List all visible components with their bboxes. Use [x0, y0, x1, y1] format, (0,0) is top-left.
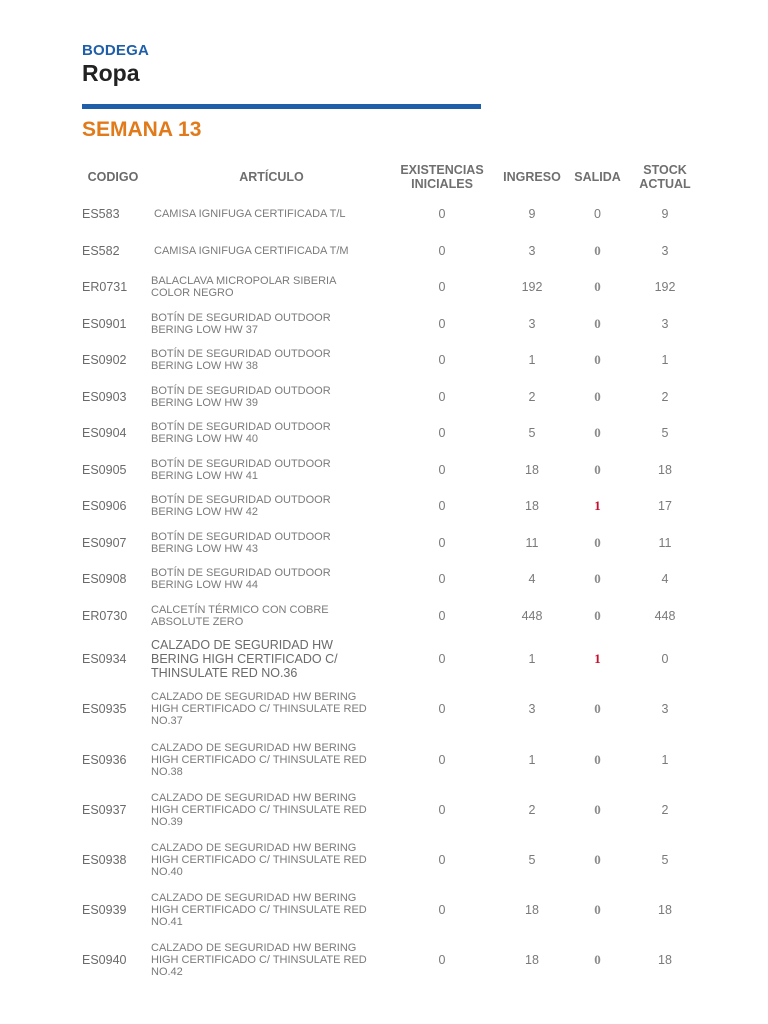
cell-salida: 0 — [594, 801, 601, 817]
cell-salida: 0 — [594, 534, 601, 550]
cell-ingreso: 448 — [521, 608, 543, 623]
cell-article-wrap — [150, 488, 392, 525]
cell-code: ES0934 — [82, 652, 127, 666]
cell-article-wrap — [150, 935, 392, 985]
cell-existencias: 0 — [438, 462, 446, 477]
cell-code: ES0907 — [82, 535, 127, 550]
col-header-code: CODIGO — [87, 170, 139, 184]
cell-salida: 0 — [594, 207, 601, 222]
cell-stock: 3 — [661, 243, 669, 258]
cell-code: ES0903 — [82, 389, 127, 404]
cell-salida: 0 — [594, 242, 601, 258]
cell-article-wrap — [150, 306, 392, 343]
table-row — [76, 379, 707, 416]
cell-salida: 0 — [594, 851, 601, 867]
cell-code: ER0731 — [82, 280, 128, 295]
table-row — [76, 342, 707, 379]
cell-existencias: 0 — [438, 608, 446, 623]
cell-stock: 4 — [661, 572, 669, 587]
table-row — [76, 415, 707, 452]
table-row — [76, 196, 707, 233]
cell-salida: 0 — [594, 901, 601, 917]
cell-salida: 1 — [594, 651, 601, 666]
cell-existencias: 0 — [438, 652, 446, 666]
cell-ingreso: 5 — [528, 852, 536, 867]
col-header-existencias — [392, 158, 492, 196]
cell-stock: 18 — [658, 902, 672, 917]
cell-article-wrap — [150, 885, 392, 935]
cell-code: ES0904 — [82, 426, 127, 441]
cell-existencias: 0 — [438, 802, 446, 817]
table-row — [76, 598, 707, 635]
cell-ingreso: 9 — [528, 207, 536, 222]
cell-code: ES0908 — [82, 572, 127, 587]
cell-stock: 18 — [658, 462, 672, 477]
cell-ingreso: 2 — [528, 802, 536, 817]
cell-existencias: 0 — [438, 702, 446, 717]
col-header-article: ARTÍCULO — [239, 170, 304, 184]
cell-stock: 9 — [661, 207, 669, 222]
col-header-existencias-line2: INICIALES — [411, 177, 473, 191]
cell-article: BOTÍN DE SEGURIDAD OUTDOOR BERING LOW HW 41 — [151, 457, 331, 482]
cell-ingreso: 3 — [528, 702, 536, 717]
table-row — [76, 935, 707, 985]
cell-stock: 3 — [661, 316, 669, 331]
cell-ingreso: 192 — [521, 280, 543, 295]
table-row — [76, 835, 707, 885]
cell-ingreso: 4 — [528, 572, 536, 587]
cell-ingreso: 3 — [528, 316, 536, 331]
cell-code: ES0937 — [82, 802, 127, 817]
cell-stock: 192 — [654, 280, 676, 295]
cell-salida: 0 — [594, 607, 601, 623]
cell-article: BOTÍN DE SEGURIDAD OUTDOOR BERING LOW HW 40 — [151, 421, 331, 446]
cell-salida: 0 — [594, 701, 601, 717]
cell-article: CAMISA IGNIFUGA CERTIFICADA T/M — [154, 244, 349, 257]
cell-article: BOTÍN DE SEGURIDAD OUTDOOR BERING LOW HW 43 — [151, 530, 331, 555]
cell-ingreso: 1 — [528, 353, 536, 368]
cell-existencias: 0 — [438, 316, 446, 331]
cell-article: BOTÍN DE SEGURIDAD OUTDOOR BERING LOW HW 38 — [151, 348, 331, 373]
cell-code: ES0940 — [82, 952, 127, 967]
cell-article: CALZADO DE SEGURIDAD HW BERING HIGH CERTIFICADO C/ THINSULATE RED NO.36 — [151, 638, 338, 680]
col-header-salida: SALIDA — [574, 170, 621, 184]
cell-salida: 0 — [594, 751, 601, 767]
cell-article: CALZADO DE SEGURIDAD HW BERING HIGH CERTIFICADO C/ THINSULATE RED NO.42 — [151, 941, 367, 978]
cell-ingreso: 18 — [525, 499, 539, 514]
cell-salida: 1 — [594, 498, 601, 514]
cell-stock: 17 — [658, 499, 672, 514]
table-row — [76, 306, 707, 343]
cell-stock: 2 — [661, 802, 669, 817]
cell-article: CALZADO DE SEGURIDAD HW BERING HIGH CERTIFICADO C/ THINSULATE RED NO.39 — [151, 791, 367, 828]
cell-article-wrap — [150, 196, 392, 233]
table-row — [76, 269, 707, 306]
cell-existencias: 0 — [438, 389, 446, 404]
cell-code: ES0936 — [82, 752, 127, 767]
table-row — [76, 561, 707, 598]
cell-article-wrap — [150, 634, 392, 684]
cell-existencias: 0 — [438, 752, 446, 767]
cell-article: CALZADO DE SEGURIDAD HW BERING HIGH CERTIFICADO C/ THINSULATE RED NO.38 — [151, 741, 367, 778]
cell-article: CALCETÍN TÉRMICO CON COBRE ABSOLUTE ZERO — [151, 603, 329, 628]
cell-article: BOTÍN DE SEGURIDAD OUTDOOR BERING LOW HW 37 — [151, 311, 331, 336]
cell-ingreso: 18 — [525, 902, 539, 917]
cell-existencias: 0 — [438, 572, 446, 587]
cell-article: BALACLAVA MICROPOLAR SIBERIA COLOR NEGRO — [151, 275, 336, 300]
col-header-stock-line1: STOCK — [643, 163, 687, 177]
cell-article: CALZADO DE SEGURIDAD HW BERING HIGH CERTIFICADO C/ THINSULATE RED NO.41 — [151, 891, 367, 928]
cell-code: ES0938 — [82, 852, 127, 867]
table-row — [76, 488, 707, 525]
cell-article: BOTÍN DE SEGURIDAD OUTDOOR BERING LOW HW 42 — [151, 494, 331, 519]
cell-salida: 0 — [594, 461, 601, 477]
cell-article: BOTÍN DE SEGURIDAD OUTDOOR BERING LOW HW 44 — [151, 567, 331, 592]
report-header — [82, 42, 149, 87]
cell-existencias: 0 — [438, 952, 446, 967]
cell-article: CALZADO DE SEGURIDAD HW BERING HIGH CERTIFICADO C/ THINSULATE RED NO.40 — [151, 841, 367, 878]
cell-stock: 1 — [661, 752, 669, 767]
cell-ingreso: 2 — [528, 389, 536, 404]
category-title: Ropa — [82, 60, 140, 86]
cell-stock: 5 — [661, 426, 669, 441]
cell-article-wrap — [150, 379, 392, 416]
cell-existencias: 0 — [438, 426, 446, 441]
cell-code: ES0939 — [82, 902, 127, 917]
table-row — [76, 684, 707, 735]
cell-salida: 0 — [594, 279, 601, 295]
cell-existencias: 0 — [438, 499, 446, 514]
col-header-stock — [623, 158, 707, 196]
cell-stock: 2 — [661, 389, 669, 404]
cell-existencias: 0 — [438, 852, 446, 867]
cell-code: ES0906 — [82, 499, 127, 514]
warehouse-label: BODEGA — [82, 42, 150, 59]
cell-salida: 0 — [594, 388, 601, 404]
cell-stock: 0 — [661, 652, 669, 666]
col-header-existencias-line1: EXISTENCIAS — [400, 163, 484, 177]
cell-article-wrap — [150, 684, 392, 735]
cell-ingreso: 1 — [528, 752, 536, 767]
cell-existencias: 0 — [438, 243, 446, 258]
cell-code: ER0730 — [82, 608, 128, 623]
cell-article-wrap — [150, 598, 392, 635]
cell-salida: 0 — [594, 571, 601, 587]
inventory-table — [76, 158, 707, 985]
table-row — [76, 735, 707, 786]
header-divider — [82, 104, 481, 109]
cell-ingreso: 18 — [525, 952, 539, 967]
cell-existencias: 0 — [438, 535, 446, 550]
cell-code: ES0905 — [82, 462, 127, 477]
cell-article: CAMISA IGNIFUGA CERTIFICADA T/L — [154, 208, 346, 221]
cell-stock: 1 — [661, 353, 669, 368]
cell-stock: 11 — [658, 535, 672, 550]
cell-stock: 448 — [654, 608, 676, 623]
cell-ingreso: 1 — [528, 652, 536, 666]
cell-article-wrap — [150, 735, 392, 786]
cell-ingreso: 5 — [528, 426, 536, 441]
col-header-stock-line2: ACTUAL — [639, 177, 691, 191]
cell-code: ES0901 — [82, 316, 127, 331]
cell-article-wrap — [150, 785, 392, 835]
week-heading: SEMANA 13 — [82, 118, 202, 141]
cell-ingreso: 18 — [525, 462, 539, 477]
table-row — [76, 525, 707, 562]
cell-article-wrap — [150, 233, 392, 270]
cell-article: BOTÍN DE SEGURIDAD OUTDOOR BERING LOW HW 39 — [151, 384, 331, 409]
cell-salida: 0 — [594, 425, 601, 441]
cell-article-wrap — [150, 561, 392, 598]
col-header-ingreso: INGRESO — [503, 170, 561, 184]
cell-article-wrap — [150, 525, 392, 562]
cell-ingreso: 3 — [528, 243, 536, 258]
cell-ingreso: 11 — [525, 535, 539, 550]
cell-salida: 0 — [594, 352, 601, 368]
cell-salida: 0 — [594, 951, 601, 967]
cell-article-wrap — [150, 452, 392, 489]
cell-article-wrap — [150, 342, 392, 379]
cell-article-wrap — [150, 269, 392, 306]
cell-stock: 18 — [658, 952, 672, 967]
table-row — [76, 233, 707, 270]
cell-article-wrap — [150, 835, 392, 885]
cell-stock: 5 — [661, 852, 669, 867]
table-body — [76, 196, 707, 985]
cell-code: ES582 — [82, 243, 120, 258]
table-row — [76, 785, 707, 835]
table-row — [76, 452, 707, 489]
cell-existencias: 0 — [438, 353, 446, 368]
table-header-row — [76, 158, 707, 196]
cell-existencias: 0 — [438, 280, 446, 295]
table-row — [76, 634, 707, 684]
cell-stock: 3 — [661, 702, 669, 717]
cell-existencias: 0 — [438, 207, 446, 222]
cell-existencias: 0 — [438, 902, 446, 917]
cell-salida: 0 — [594, 315, 601, 331]
cell-article-wrap — [150, 415, 392, 452]
table-row — [76, 885, 707, 935]
cell-code: ES583 — [82, 207, 120, 222]
cell-code: ES0902 — [82, 353, 127, 368]
cell-code: ES0935 — [82, 702, 127, 717]
cell-article: CALZADO DE SEGURIDAD HW BERING HIGH CERTIFICADO C/ THINSULATE RED NO.37 — [151, 691, 367, 728]
